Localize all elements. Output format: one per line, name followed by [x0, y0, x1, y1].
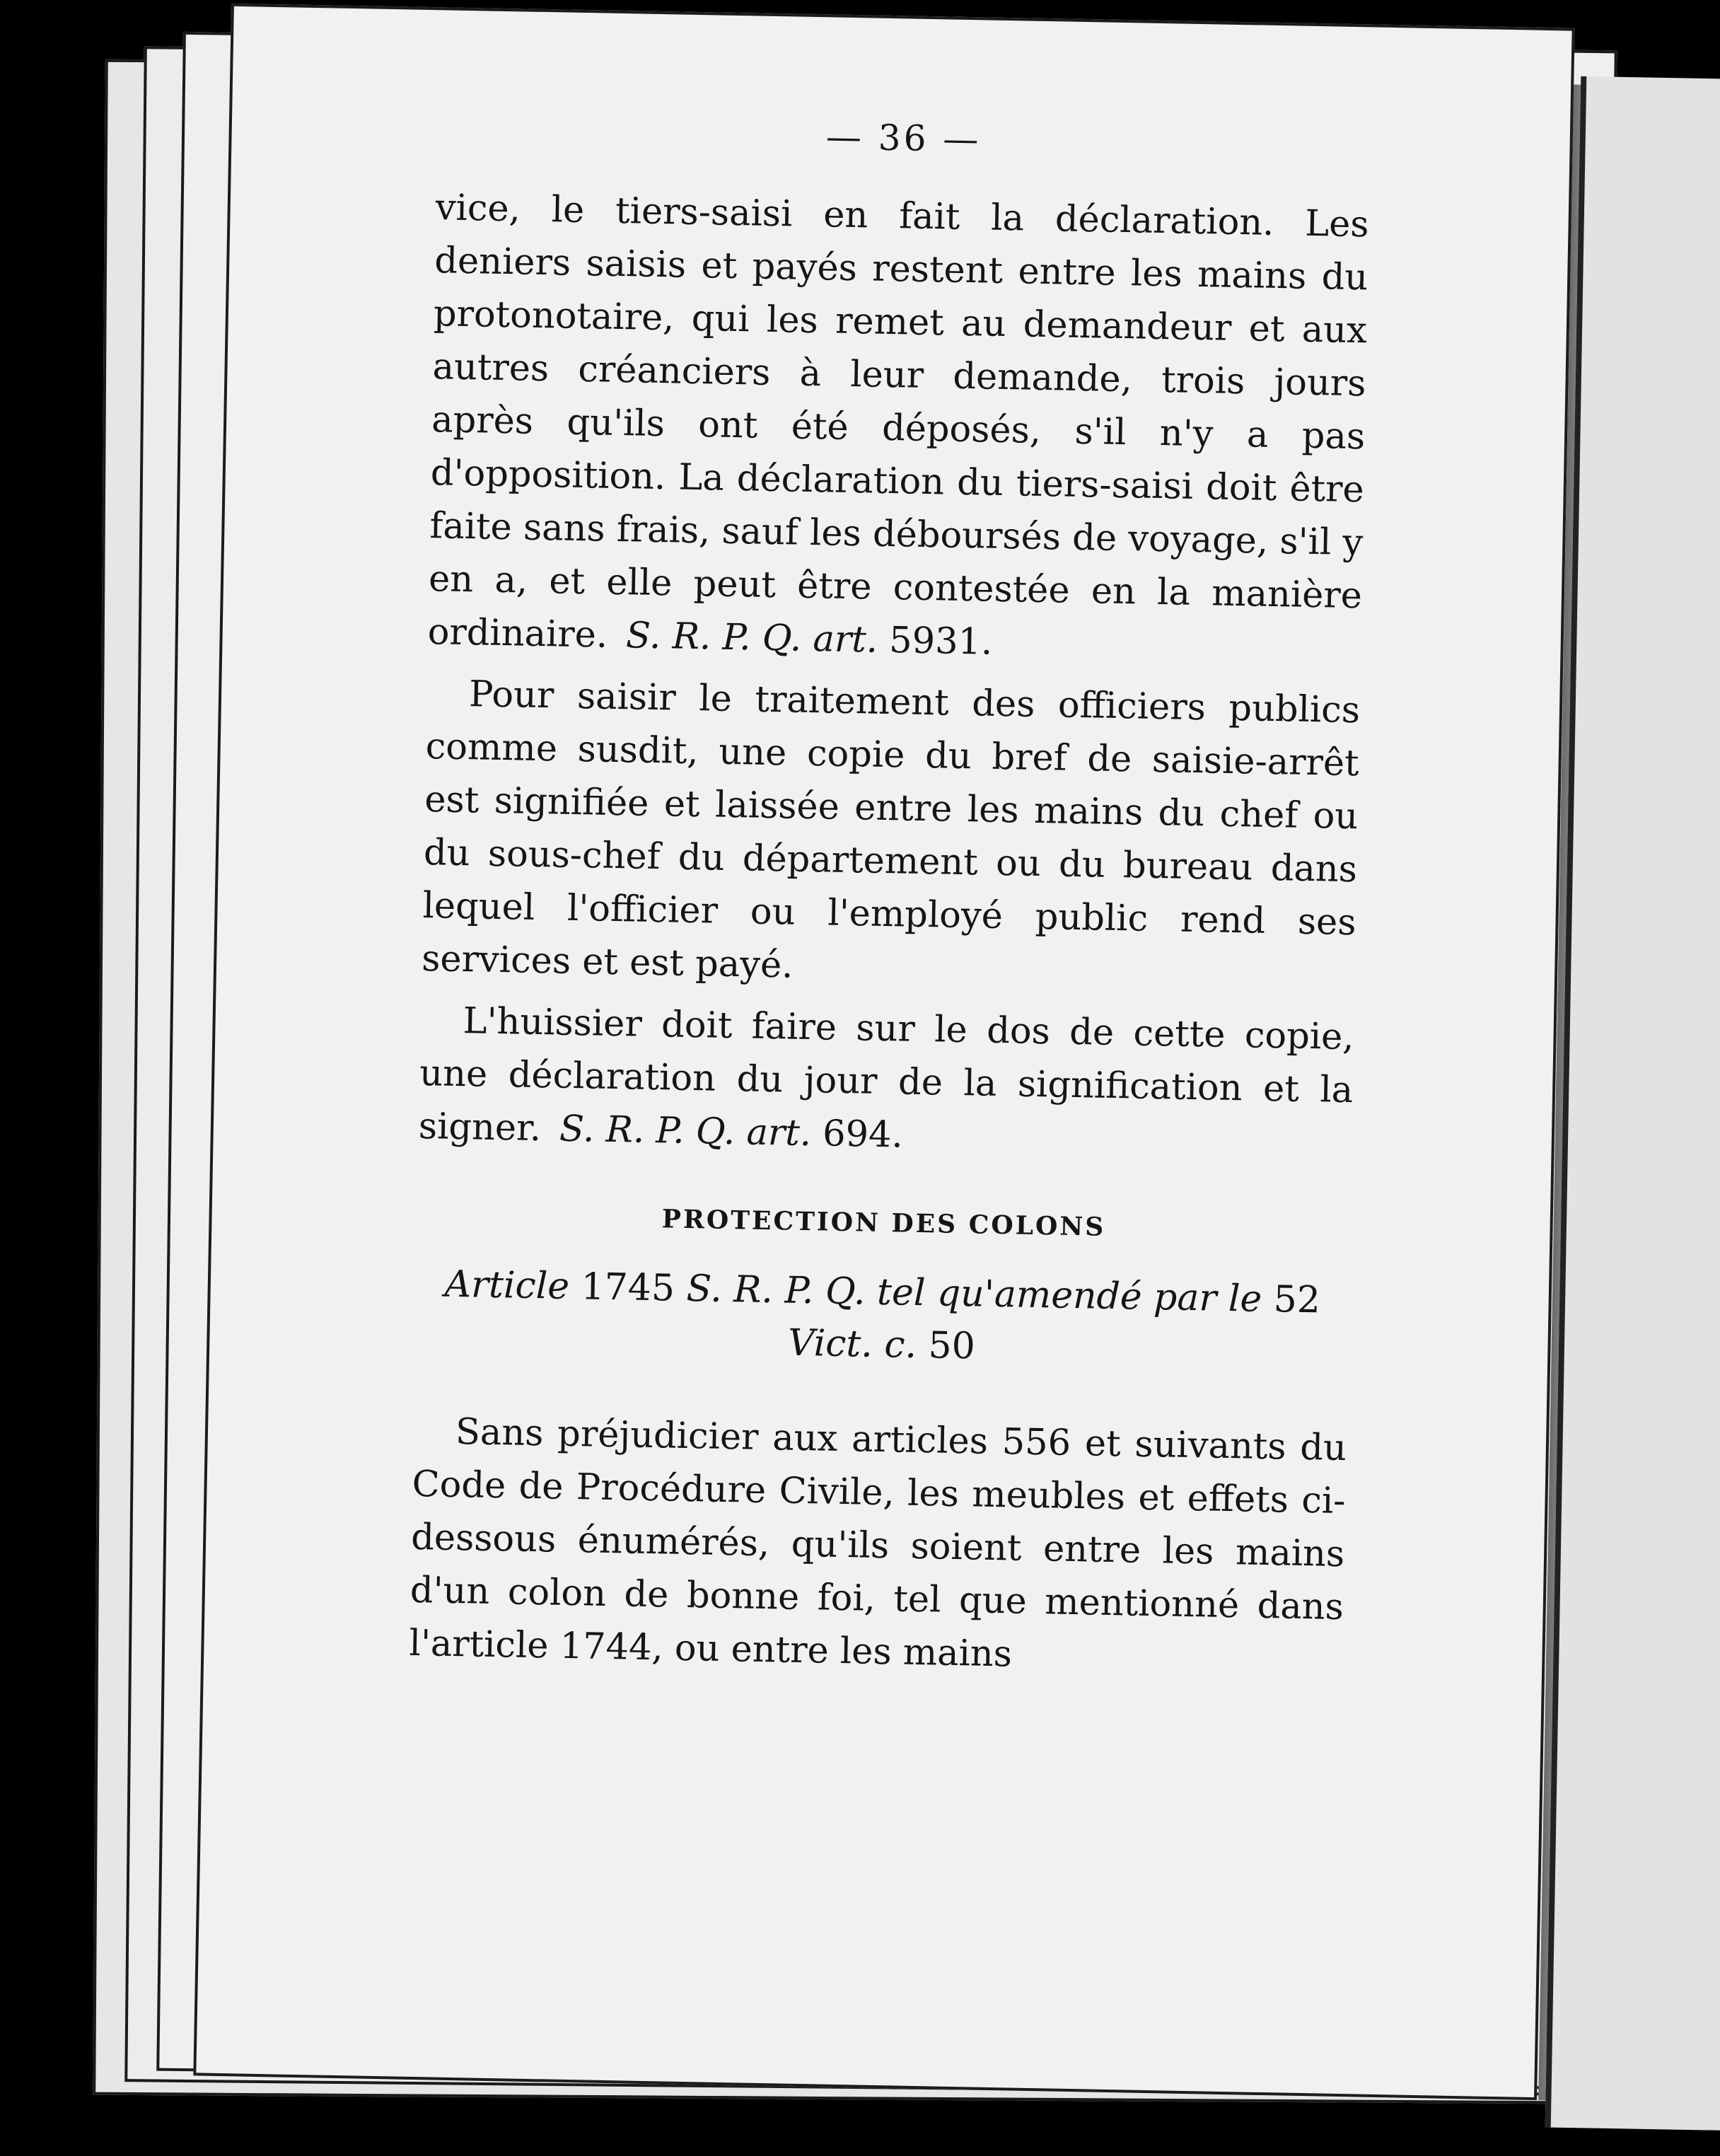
statute-article-number: 5931.	[888, 620, 993, 663]
book-page	[193, 4, 1574, 2100]
paragraph-article-body	[409, 1405, 1347, 1687]
paragraph-text: Pour saisir le traitement des officiers publics comme susdit, une copie du bref de saisie-arrêt est signifiée et laissée entre les mains du chef ou du sous-chef du département ou du bureau dans lequel l'officier ou l'employé public rend ses services et est payé.	[421, 673, 1361, 987]
section-heading: PROTECTION DES COLONS	[661, 1204, 1106, 1242]
article-label: Article	[444, 1263, 570, 1308]
article-vict: Vict. c.	[787, 1321, 917, 1367]
paragraph-salary-seizure	[422, 667, 1361, 1002]
paragraph-bailiff	[418, 994, 1354, 1170]
paragraph-declaration	[427, 181, 1369, 676]
paragraph-text: vice, le tiers-saisi en fait la déclaration. Les deniers saisis et payés restent entre les mains du protonotaire, qui les remet au demandeur et aux autres créanciers à leur demande, trois jours après qu'ils ont été déposés, s'il n'y a pas d'opposition. La déclaration du tiers-saisi doit être faite sans frais, sauf les déboursés de voyage, s'il y en a, et elle peut être contestée en la manière ordinaire.	[427, 187, 1370, 656]
page-content	[409, 109, 1371, 1687]
article-reference: S. R. P. Q. tel qu'amendé par le	[685, 1267, 1262, 1321]
statute-reference: S. R. P. Q. art.	[559, 1108, 812, 1155]
statute-reference: S. R. P. Q. art.	[625, 615, 878, 661]
paragraph-text: L'huissier doit faire sur le dos de cette copie, une déclaration du jour de la signification et la signer.	[418, 1000, 1355, 1150]
statute-article-number: 694.	[822, 1113, 904, 1157]
article-title	[414, 1258, 1349, 1379]
article-number: 1745	[581, 1265, 675, 1310]
page-number: — 36 —	[825, 116, 982, 161]
paragraph-text: Sans préjudicier aux articles 556 et suivants du Code de Procédure Civile, les meubles et effets ci-dessous énumérés, qu'ils soient entre les mains d'un colon de bonne foi, tel que mentionné dans l'article 1744, ou entre les mains	[409, 1410, 1347, 1676]
article-ref-number: 52	[1273, 1278, 1321, 1322]
article-vict-number: 50	[928, 1324, 976, 1368]
